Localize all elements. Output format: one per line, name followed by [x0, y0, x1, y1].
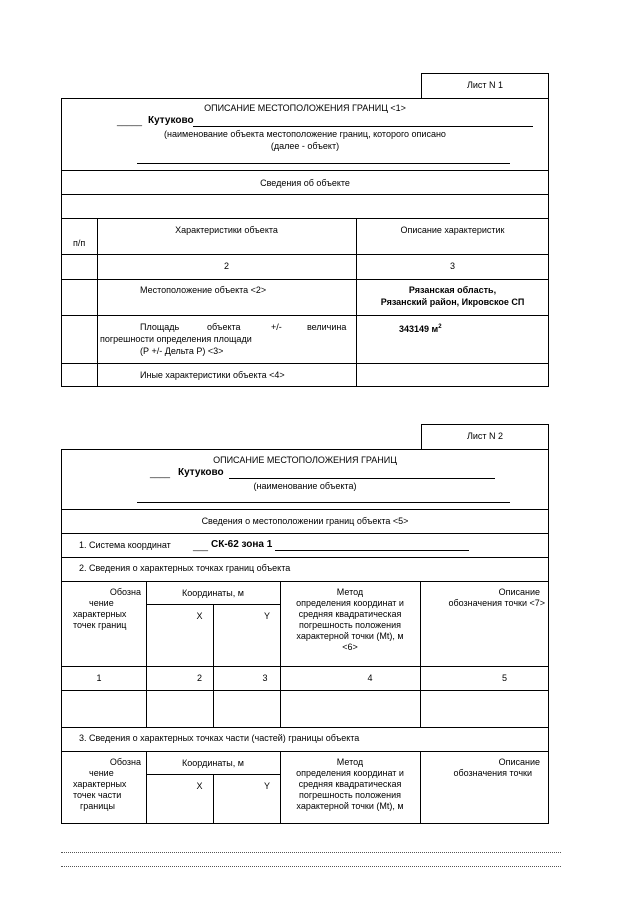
- sheet-2-hline-7: [61, 727, 549, 728]
- page-footer-dotted-line-2: [61, 866, 561, 867]
- sheet-1-row3-label: Иные характеристики объекта <4>: [140, 370, 285, 380]
- sheet-2-coord-split: [146, 604, 280, 605]
- sheet-1-col3-num: 3: [449, 261, 455, 271]
- sheet-1-hline-7: [61, 363, 549, 364]
- sheet-2-h-designation-4: точек границ: [73, 620, 127, 630]
- sheet-1-hline-2: [61, 194, 549, 195]
- sheet-1-row2-label-c: +/-: [271, 322, 282, 332]
- sheet-2-colnum-2: 2: [196, 673, 202, 683]
- sheet-2-h-method-5: характерной точки (Mt), м: [296, 631, 404, 641]
- sheet-2-object-name: Кутуково: [178, 467, 224, 478]
- sheet-1-col2-num: 2: [223, 261, 229, 271]
- sheet-1-row2-value-sup: 2: [438, 324, 442, 330]
- sheet-2-h2-method-2: определения координат и: [296, 768, 404, 778]
- sheet-2-underscore: ____: [150, 468, 171, 478]
- sheet-2-coord-underscore: ___: [193, 541, 209, 551]
- sheet-1-hline-1: [61, 170, 549, 171]
- sheet-2-colnum-5: 5: [501, 673, 507, 683]
- sheet-2-h2-designation-1: Обозна: [109, 757, 141, 767]
- sheet-2-h-desc-2: обозначения точки <7>: [448, 598, 545, 608]
- sheet-2-hline-3: [61, 557, 549, 558]
- sheet-2-name-line: [229, 478, 495, 479]
- sheet-2-h2-designation-3: характерных: [73, 779, 127, 789]
- sheet-1-name-caption-1: (наименование объекта местоположение границ, которого описано: [164, 129, 446, 139]
- sheet-2-section-title: Сведения о местоположении границ объекта <5>: [201, 516, 409, 526]
- sheet-2-h2-designation-4: точек части: [73, 790, 122, 800]
- sheet-2-coord-value: СК-62 зона 1: [211, 539, 273, 550]
- sheet-1-hline-6: [61, 315, 549, 316]
- sheet-1-row2-label-3: (Р +/- Дельта Р) <3>: [140, 346, 224, 356]
- sheet-2-h-coords: Координаты, м: [182, 588, 244, 598]
- sheet-2-hline-6: [61, 690, 549, 691]
- sheet-2-colnum-1: 1: [96, 673, 102, 683]
- sheet-2-title: ОПИСАНИЕ МЕСТОПОЛОЖЕНИЯ ГРАНИЦ: [213, 455, 397, 465]
- sheet-2-h-desc-1: Описание: [498, 587, 540, 597]
- sheet-2-h-method-6: <6>: [342, 642, 358, 652]
- sheet-2-h-y: Y: [263, 611, 270, 621]
- sheet-1-row2-label-2: погрешности определения площади: [100, 334, 252, 344]
- sheet-2-h2-x: X: [196, 781, 203, 791]
- sheet-1-hline-4: [61, 254, 549, 255]
- sheet-2-h-method-4: погрешность положения: [298, 620, 401, 630]
- sheet-1-name-line: [193, 126, 533, 127]
- sheet-2-colnum-4: 4: [367, 673, 373, 683]
- sheet-1-vline-1: [97, 218, 98, 387]
- sheet-1-hline-3: [61, 218, 549, 219]
- sheet-2-h2-method-4: погрешность положения: [298, 790, 401, 800]
- sheet-2-part-title: 3. Сведения о характерных точках части (частей) границы объекта: [79, 733, 360, 743]
- sheet-2-h-designation-3: характерных: [73, 609, 127, 619]
- sheet-2-under-line: [137, 502, 510, 503]
- sheet-2-h-x: X: [196, 611, 203, 621]
- sheet-1-row1-label: Местоположение объекта <2>: [140, 285, 267, 295]
- sheet-2-h2-desc-1: Описание: [498, 757, 540, 767]
- sheet-2-hline-2: [61, 533, 549, 534]
- sheet-2-h-method-1: Метод: [336, 587, 364, 597]
- sheet-1-row1-value-2: Рязанский район, Икровское СП: [380, 297, 525, 307]
- sheet-2-vline-1: [146, 581, 147, 727]
- sheet-2-h2-method-1: Метод: [336, 757, 364, 767]
- sheet-1-object-name: Кутуково: [148, 115, 194, 126]
- sheet-1-row2-label-a: Площадь: [140, 322, 180, 332]
- sheet-1-col-char: Характеристики объекта: [175, 225, 278, 235]
- sheet-2-colnum-3: 3: [262, 673, 268, 683]
- sheet-2-hline-1: [61, 509, 549, 510]
- sheet-1-section-title: Сведения об объекте: [260, 178, 350, 188]
- sheet-1-under-line: [137, 163, 510, 164]
- sheet-1-col-desc: Описание характеристик: [400, 225, 505, 235]
- sheet-1-row2-label-b: объекта: [207, 322, 241, 332]
- sheet-1-label: Лист N 1: [466, 80, 504, 90]
- sheet-2-label: Лист N 2: [466, 431, 504, 441]
- sheet-2-h-designation-1: Обозна: [109, 587, 141, 597]
- sheet-2-h2-desc-2: обозначения точки: [453, 768, 532, 778]
- sheet-2-h-designation-2: чение: [89, 598, 114, 608]
- sheet-2-coord-label: 1. Система координат: [79, 540, 171, 550]
- sheet-1-underscore: _____: [117, 116, 143, 126]
- sheet-2-hline-5: [61, 666, 549, 667]
- sheet-1-row2-label-d: величина: [307, 322, 347, 332]
- sheet-2-h2-method-5: характерной точки (Mt), м: [296, 801, 404, 811]
- sheet-2-h2-designation-5: границы: [80, 801, 115, 811]
- sheet-2-hline-4: [61, 581, 549, 582]
- sheet-2-coord-line: [275, 550, 469, 551]
- sheet-1-title: ОПИСАНИЕ МЕСТОПОЛОЖЕНИЯ ГРАНИЦ <1>: [204, 103, 406, 113]
- sheet-1-hline-5: [61, 279, 549, 280]
- sheet-1-name-caption-2: (далее - объект): [270, 141, 340, 151]
- sheet-1-row2-value-text: 343149 м: [399, 324, 439, 334]
- page-footer-dotted-line-1: [61, 852, 561, 853]
- sheet-2-h2-designation-2: чение: [89, 768, 114, 778]
- sheet-2-h-method-2: определения координат и: [296, 598, 404, 608]
- sheet-2-h-method-3: средняя квадратическая: [298, 609, 402, 619]
- sheet-2-hline-8: [61, 751, 549, 752]
- sheet-2-name-caption: (наименование объекта): [253, 481, 357, 491]
- sheet-2-points-title: 2. Сведения о характерных точках границ объекта: [79, 563, 291, 573]
- sheet-2-h2-coords: Координаты, м: [182, 758, 244, 768]
- sheet-1-row1-value-1: Рязанская область,: [408, 285, 497, 295]
- sheet-2-h2-method-3: средняя квадратическая: [298, 779, 402, 789]
- sheet-2-coord-split-2: [146, 774, 280, 775]
- sheet-1-row2-value: [399, 322, 442, 335]
- sheet-1-col-num: п/п: [73, 238, 86, 248]
- sheet-2-h2-y: Y: [263, 781, 270, 791]
